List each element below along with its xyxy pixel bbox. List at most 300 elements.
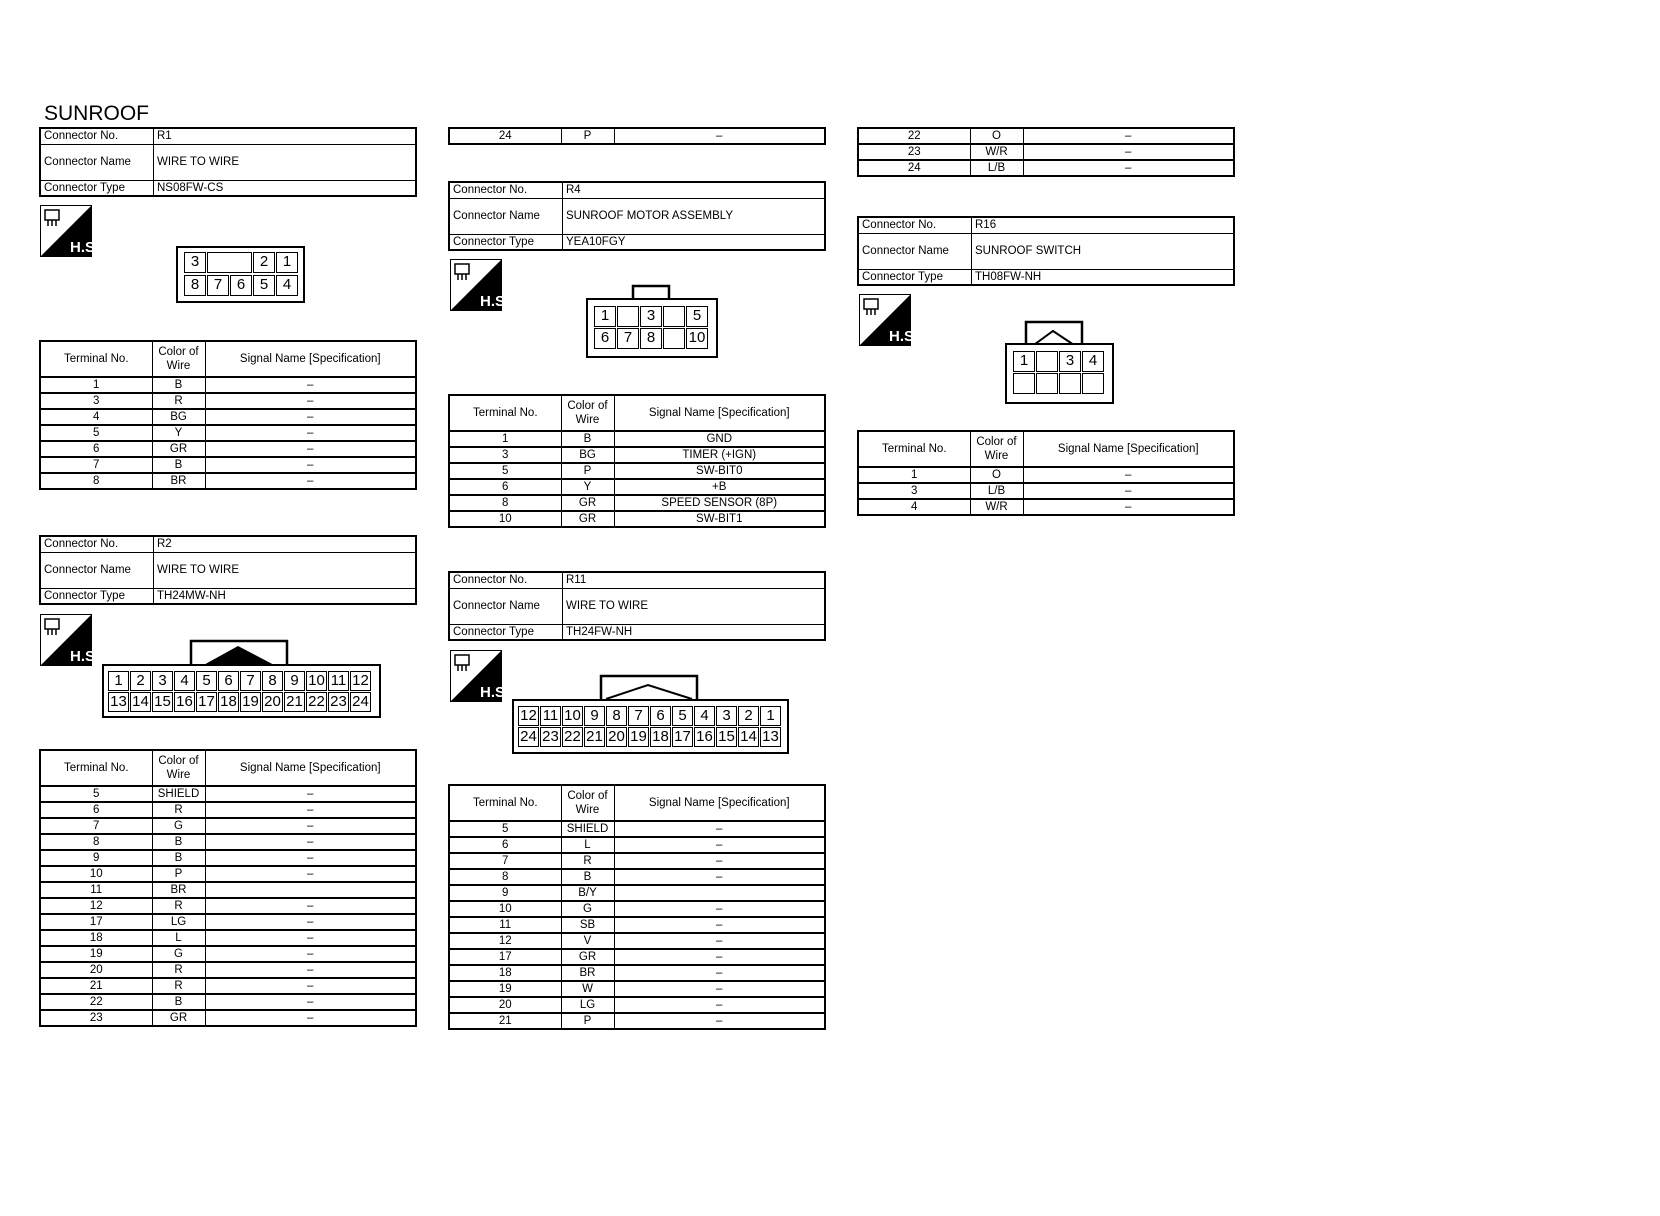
signal-name-cell: –	[1023, 160, 1234, 176]
table-row	[449, 431, 825, 447]
connector-no-value: R2	[154, 536, 417, 552]
terminal-table-r1	[39, 340, 417, 490]
signal-name-cell: –	[205, 393, 416, 409]
table-row	[449, 128, 825, 144]
terminal-no-cell: 8	[449, 495, 561, 511]
table-row	[449, 885, 825, 901]
connector-pin: 10	[306, 671, 327, 691]
connector-pin: 1	[1013, 351, 1035, 372]
terminal-no-cell: 5	[40, 786, 152, 802]
signal-name-cell: –	[205, 834, 416, 850]
connector-info-r4	[448, 181, 826, 251]
wire-color-cell: O	[970, 467, 1023, 483]
table-row	[40, 409, 416, 425]
signal-name-cell: –	[1023, 483, 1234, 499]
connector-name-label: Connector Name	[449, 588, 563, 624]
connector-pin: 5	[672, 706, 693, 726]
terminal-no-cell: 8	[449, 869, 561, 885]
wire-color-cell: R	[152, 802, 205, 818]
wire-color-cell: R	[152, 962, 205, 978]
signal-name-cell: –	[614, 1013, 825, 1029]
signal-name-cell: –	[614, 821, 825, 837]
connector-pin: 20	[606, 727, 627, 747]
table-row	[40, 834, 416, 850]
signal-name-cell: –	[205, 818, 416, 834]
table-row	[40, 930, 416, 946]
table-row	[449, 1013, 825, 1029]
terminal-no-cell: 12	[449, 933, 561, 949]
signal-name-cell: –	[614, 997, 825, 1013]
connector-pin: 16	[174, 692, 195, 712]
terminal-no-cell: 21	[449, 1013, 561, 1029]
wire-color-cell: W	[561, 981, 614, 997]
connector-type-value: TH24MW-NH	[154, 588, 417, 604]
signal-name-cell: –	[205, 946, 416, 962]
signal-name-cell	[614, 885, 825, 901]
hs-label: H.S.	[70, 648, 100, 665]
wire-color-cell: LG	[561, 997, 614, 1013]
signal-name-cell: –	[205, 473, 416, 489]
wire-color-cell: LG	[152, 914, 205, 930]
wire-color-cell: L	[561, 837, 614, 853]
terminal-no-cell: 10	[449, 901, 561, 917]
table-row	[858, 128, 1234, 144]
connector-pin: 8	[640, 328, 662, 349]
connector-pin: 4	[694, 706, 715, 726]
connector-pin: 3	[716, 706, 737, 726]
connector-pin	[1059, 373, 1081, 394]
hs-label: H.S.	[480, 293, 510, 310]
connector-pin: 14	[130, 692, 151, 712]
terminal-no-cell: 10	[449, 511, 561, 527]
connector-name-label: Connector Name	[858, 233, 972, 269]
terminal-no-header: Terminal No.	[40, 341, 152, 377]
page-title: SUNROOF	[44, 102, 149, 125]
connector-pin: 1	[276, 252, 298, 273]
connector-pin: 22	[306, 692, 327, 712]
terminal-no-cell: 23	[858, 144, 970, 160]
terminal-no-cell: 6	[40, 441, 152, 457]
connector-pin: 20	[262, 692, 283, 712]
connector-no-label: Connector No.	[858, 217, 972, 233]
table-row	[449, 917, 825, 933]
wire-color-cell: B	[561, 431, 614, 447]
table-row	[449, 997, 825, 1013]
terminal-table-r2	[39, 749, 417, 1027]
terminal-no-header: Terminal No.	[858, 431, 970, 467]
connector-pin: 4	[174, 671, 195, 691]
wire-color-cell: GR	[561, 495, 614, 511]
signal-name-header: Signal Name [Specification]	[205, 341, 416, 377]
signal-name-cell: –	[205, 962, 416, 978]
connector-pin: 9	[584, 706, 605, 726]
wire-color-cell: B	[152, 850, 205, 866]
connector-pin: 3	[152, 671, 173, 691]
signal-name-cell: –	[205, 441, 416, 457]
wire-color-cell: W/R	[970, 499, 1023, 515]
connector-info-r2	[39, 535, 417, 605]
signal-name-header: Signal Name [Specification]	[205, 750, 416, 786]
connector-pin: 12	[518, 706, 539, 726]
signal-name-cell: +B	[614, 479, 825, 495]
signal-name-cell: –	[205, 850, 416, 866]
table-row	[40, 866, 416, 882]
table-row	[40, 946, 416, 962]
connector-pin: 15	[716, 727, 737, 747]
terminal-no-cell: 24	[858, 160, 970, 176]
table-row	[858, 483, 1234, 499]
terminal-no-cell: 5	[40, 425, 152, 441]
terminal-table-r4	[448, 394, 826, 528]
connector-pin: 13	[108, 692, 129, 712]
terminal-no-cell: 5	[449, 463, 561, 479]
signal-name-cell: –	[205, 866, 416, 882]
terminal-no-cell: 20	[40, 962, 152, 978]
connector-pin	[1036, 373, 1058, 394]
table-row	[858, 499, 1234, 515]
signal-name-header: Signal Name [Specification]	[1023, 431, 1234, 467]
color-of-wire-header: Color of Wire	[561, 785, 614, 821]
terminal-no-cell: 18	[449, 965, 561, 981]
connector-type-label: Connector Type	[858, 269, 972, 285]
table-row	[449, 949, 825, 965]
color-of-wire-header: Color of Wire	[152, 341, 205, 377]
signal-name-cell: –	[1023, 128, 1234, 144]
terminal-no-cell: 6	[449, 479, 561, 495]
connector-pin: 12	[350, 671, 371, 691]
table-row	[858, 467, 1234, 483]
wire-color-cell: BR	[152, 882, 205, 898]
wire-color-cell: L/B	[970, 160, 1023, 176]
connector-pin: 1	[108, 671, 129, 691]
connector-pin: 8	[184, 275, 206, 296]
connector-pin: 14	[738, 727, 759, 747]
harness-side-icon	[40, 614, 100, 666]
terminal-no-cell: 8	[40, 834, 152, 850]
signal-name-cell: –	[205, 802, 416, 818]
connector-pin	[1013, 373, 1035, 394]
terminal-no-cell: 10	[40, 866, 152, 882]
table-row	[40, 457, 416, 473]
signal-name-cell: –	[614, 901, 825, 917]
table-row	[449, 447, 825, 463]
wire-color-cell: B	[561, 869, 614, 885]
table-row	[449, 495, 825, 511]
table-row	[858, 144, 1234, 160]
table-row	[449, 965, 825, 981]
terminal-no-cell: 3	[449, 447, 561, 463]
connector-pin: 3	[1059, 351, 1081, 372]
signal-name-cell	[205, 882, 416, 898]
table-row	[40, 962, 416, 978]
signal-name-header: Signal Name [Specification]	[614, 785, 825, 821]
connector-pin	[617, 306, 639, 327]
wire-color-cell: B	[152, 457, 205, 473]
signal-name-cell: –	[1023, 499, 1234, 515]
connector-pin: 18	[650, 727, 671, 747]
color-of-wire-header: Color of Wire	[152, 750, 205, 786]
signal-name-cell: –	[205, 409, 416, 425]
wire-color-cell: P	[561, 463, 614, 479]
terminal-table-r16	[857, 430, 1235, 516]
wire-color-cell: R	[152, 393, 205, 409]
signal-name-cell: SW-BIT1	[614, 511, 825, 527]
hs-label: H.S.	[70, 239, 100, 256]
signal-name-cell: –	[1023, 467, 1234, 483]
connector-type-label: Connector Type	[40, 588, 154, 604]
terminal-no-cell: 1	[449, 431, 561, 447]
wire-color-cell: R	[152, 978, 205, 994]
wire-color-cell: GR	[152, 1010, 205, 1026]
connector-pin: 22	[562, 727, 583, 747]
connector-pin: 5	[196, 671, 217, 691]
terminal-no-header: Terminal No.	[449, 785, 561, 821]
connector-type-value: TH24FW-NH	[563, 624, 826, 640]
connector-pin: 21	[284, 692, 305, 712]
terminal-no-cell: 7	[40, 457, 152, 473]
connector-pin: 6	[650, 706, 671, 726]
connector-pin: 21	[584, 727, 605, 747]
table-row	[40, 978, 416, 994]
wire-color-cell: B	[152, 377, 205, 393]
signal-name-cell: –	[205, 377, 416, 393]
connector-pin: 17	[196, 692, 217, 712]
harness-side-icon	[450, 650, 510, 702]
terminal-no-cell: 8	[40, 473, 152, 489]
hs-label: H.S.	[480, 684, 510, 701]
connector-name-value: SUNROOF SWITCH	[972, 233, 1235, 269]
connector-pin: 3	[640, 306, 662, 327]
wire-color-cell: B	[152, 994, 205, 1010]
terminal-no-cell: 5	[449, 821, 561, 837]
wire-color-cell: GR	[152, 441, 205, 457]
connector-pin: 8	[262, 671, 283, 691]
color-of-wire-header: Color of Wire	[561, 395, 614, 431]
terminal-no-cell: 3	[858, 483, 970, 499]
signal-name-cell: –	[614, 917, 825, 933]
wire-color-cell: SB	[561, 917, 614, 933]
connector-pin: 11	[540, 706, 561, 726]
signal-name-cell: GND	[614, 431, 825, 447]
connector-pin: 7	[240, 671, 261, 691]
table-row	[40, 914, 416, 930]
connector-no-value: R16	[972, 217, 1235, 233]
connector-info-r11	[448, 571, 826, 641]
connector-pin: 17	[672, 727, 693, 747]
table-row	[40, 802, 416, 818]
connector-no-label: Connector No.	[449, 182, 563, 198]
signal-name-cell: –	[205, 914, 416, 930]
connector-type-label: Connector Type	[449, 234, 563, 250]
terminal-no-cell: 22	[40, 994, 152, 1010]
connector-pin: 10	[686, 328, 708, 349]
terminal-no-cell: 24	[449, 128, 561, 144]
terminal-no-cell: 6	[40, 802, 152, 818]
connector-pin: 6	[594, 328, 616, 349]
connector-pin	[1082, 373, 1104, 394]
terminal-no-header: Terminal No.	[40, 750, 152, 786]
table-row	[449, 853, 825, 869]
connector-pin: 7	[628, 706, 649, 726]
signal-name-cell: –	[205, 978, 416, 994]
table-row	[40, 441, 416, 457]
connector-latch	[600, 675, 700, 702]
connector-name-value: SUNROOF MOTOR ASSEMBLY	[563, 198, 826, 234]
connector-pin: 1	[594, 306, 616, 327]
color-of-wire-header: Color of Wire	[970, 431, 1023, 467]
connector-pin: 8	[606, 706, 627, 726]
connector-no-label: Connector No.	[40, 536, 154, 552]
connector-no-value: R11	[563, 572, 826, 588]
terminal-no-cell: 19	[449, 981, 561, 997]
connector-name-value: WIRE TO WIRE	[154, 552, 417, 588]
connector-pin: 2	[738, 706, 759, 726]
connector-pin: 2	[253, 252, 275, 273]
connector-pin: 11	[328, 671, 349, 691]
wire-color-cell: BR	[561, 965, 614, 981]
connector-no-value: R4	[563, 182, 826, 198]
signal-name-cell: TIMER (+IGN)	[614, 447, 825, 463]
terminal-no-cell: 17	[449, 949, 561, 965]
signal-name-cell: –	[614, 949, 825, 965]
table-row	[449, 981, 825, 997]
signal-name-cell: SPEED SENSOR (8P)	[614, 495, 825, 511]
signal-name-cell: –	[614, 869, 825, 885]
wire-color-cell: O	[970, 128, 1023, 144]
wire-color-cell: P	[561, 1013, 614, 1029]
connector-latch	[190, 640, 290, 667]
connector-name-value: WIRE TO WIRE	[154, 144, 417, 180]
table-row	[449, 869, 825, 885]
connector-info-r16	[857, 216, 1235, 286]
wire-color-cell: R	[152, 898, 205, 914]
wire-color-cell: V	[561, 933, 614, 949]
terminal-no-cell: 4	[858, 499, 970, 515]
connector-type-label: Connector Type	[40, 180, 154, 196]
terminal-no-cell: 6	[449, 837, 561, 853]
connector-pin	[1036, 351, 1058, 372]
signal-name-header: Signal Name [Specification]	[614, 395, 825, 431]
terminal-no-cell: 9	[449, 885, 561, 901]
wire-color-cell: GR	[561, 511, 614, 527]
wire-color-cell: P	[152, 866, 205, 882]
connector-pin: 15	[152, 692, 173, 712]
connector-pin: 18	[218, 692, 239, 712]
connector-pin: 16	[694, 727, 715, 747]
connector-name-label: Connector Name	[449, 198, 563, 234]
wire-color-cell: B/Y	[561, 885, 614, 901]
terminal-no-cell: 7	[449, 853, 561, 869]
table-row	[449, 901, 825, 917]
terminal-no-cell: 1	[40, 377, 152, 393]
terminal-no-cell: 22	[858, 128, 970, 144]
connector-pin: 19	[628, 727, 649, 747]
wire-color-cell: G	[152, 946, 205, 962]
terminal-no-cell: 1	[858, 467, 970, 483]
wire-color-cell: Y	[561, 479, 614, 495]
connector-no-label: Connector No.	[40, 128, 154, 144]
connector-pin: 3	[184, 252, 206, 273]
wire-color-cell: BG	[152, 409, 205, 425]
signal-name-cell: –	[205, 457, 416, 473]
connector-pin: 23	[540, 727, 561, 747]
connector-pin: 13	[760, 727, 781, 747]
terminal-no-cell: 17	[40, 914, 152, 930]
wire-color-cell: L/B	[970, 483, 1023, 499]
table-row	[40, 850, 416, 866]
wire-color-cell: BG	[561, 447, 614, 463]
signal-name-cell: –	[1023, 144, 1234, 160]
terminal-no-cell: 23	[40, 1010, 152, 1026]
signal-name-cell: –	[614, 853, 825, 869]
connector-pin: 24	[518, 727, 539, 747]
terminal-no-cell: 7	[40, 818, 152, 834]
connector-pin	[663, 328, 685, 349]
signal-name-cell: –	[205, 425, 416, 441]
table-row	[40, 994, 416, 1010]
connector-pin: 7	[207, 275, 229, 296]
signal-name-cell: –	[205, 898, 416, 914]
signal-name-cell: –	[614, 128, 825, 144]
harness-side-icon	[40, 205, 100, 257]
connector-pin: 19	[240, 692, 261, 712]
terminal-no-cell: 4	[40, 409, 152, 425]
terminal-table-r11	[448, 784, 826, 1030]
connector-type-value: TH08FW-NH	[972, 269, 1235, 285]
wire-color-cell: Y	[152, 425, 205, 441]
signal-name-cell: –	[614, 965, 825, 981]
connector-pin: 5	[253, 275, 275, 296]
terminal-no-cell: 20	[449, 997, 561, 1013]
table-row	[40, 473, 416, 489]
signal-name-cell: –	[205, 1010, 416, 1026]
wire-color-cell: R	[561, 853, 614, 869]
table-row	[40, 818, 416, 834]
table-row	[449, 479, 825, 495]
connector-pin: 2	[130, 671, 151, 691]
connector-pin: 1	[760, 706, 781, 726]
connector-pin	[663, 306, 685, 327]
wire-color-cell: L	[152, 930, 205, 946]
connector-type-value: YEA10FGY	[563, 234, 826, 250]
terminal-no-cell: 9	[40, 850, 152, 866]
hs-label: H.S.	[889, 328, 919, 345]
terminal-table-r2-continued	[857, 127, 1235, 177]
terminal-no-cell: 12	[40, 898, 152, 914]
signal-name-cell: SW-BIT0	[614, 463, 825, 479]
table-row	[40, 393, 416, 409]
table-row	[40, 882, 416, 898]
connector-pin: 4	[1082, 351, 1104, 372]
signal-name-cell: –	[614, 981, 825, 997]
connector-type-label: Connector Type	[449, 624, 563, 640]
harness-side-icon	[450, 259, 510, 311]
connector-pin: 5	[686, 306, 708, 327]
terminal-no-cell: 11	[40, 882, 152, 898]
connector-name-value: WIRE TO WIRE	[563, 588, 826, 624]
wire-color-cell: B	[152, 834, 205, 850]
terminal-no-cell: 19	[40, 946, 152, 962]
wire-color-cell: P	[561, 128, 614, 144]
table-row	[40, 377, 416, 393]
table-row	[40, 786, 416, 802]
connector-info-r1	[39, 127, 417, 197]
table-row	[40, 898, 416, 914]
signal-name-cell: –	[205, 994, 416, 1010]
signal-name-cell: –	[205, 786, 416, 802]
wire-color-cell: G	[152, 818, 205, 834]
connector-pin: 6	[230, 275, 252, 296]
